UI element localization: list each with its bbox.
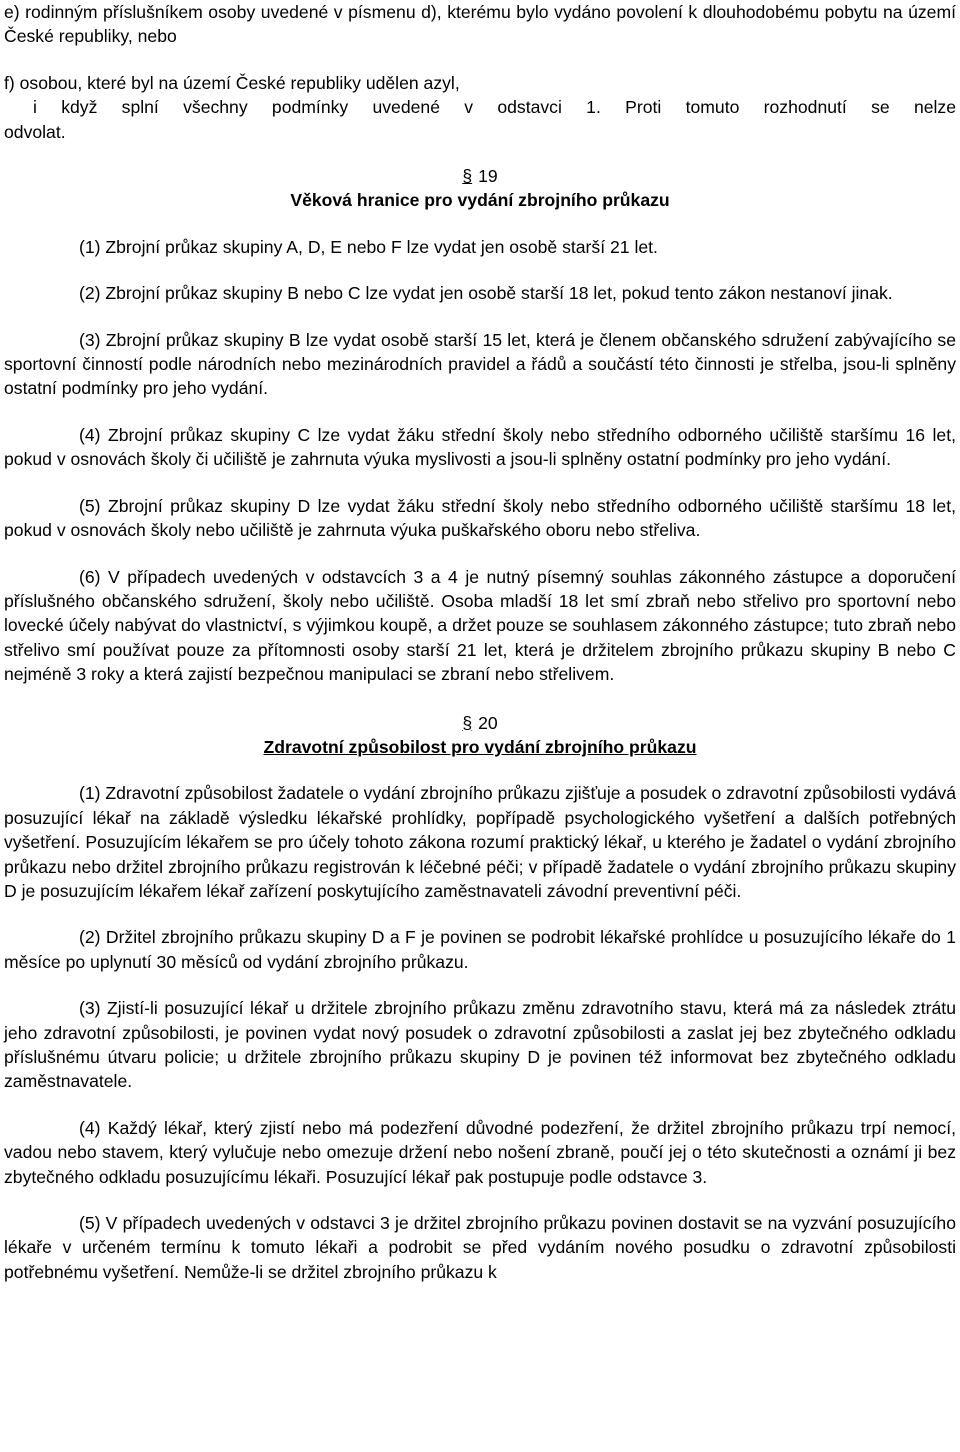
intro-item-f	[4, 71, 956, 144]
section-20	[4, 711, 956, 1285]
section-19-paragraph-1: (1) Zbrojní průkaz skupiny A, D, E nebo F lze vydat jen osobě starší 21 let.	[79, 236, 658, 257]
paragraph-mark: §	[462, 166, 473, 187]
section-title: Věková hranice pro vydání zbrojního průkazu	[290, 190, 670, 211]
section-number-value: 19	[478, 166, 498, 187]
section-20-paragraph-3: (3) Zjistí-li posuzující lékař u držitele zbrojního průkazu změnu zdravotního stavu, která má za následek ztrátu jeho zdravotní způsobilosti, je povinen vydat nový posudek o zdravotní způsobilosti a zaslat jej bez zbytečného odkladu příslušnému útvaru policie; u držitele zbrojního průkazu skupiny D je povinen též informovat bez zbytečného odkladu zaměstnavatele.	[4, 998, 956, 1092]
intro-item-f-line1: f) osobou, které byl na území České republiky udělen azyl,	[4, 72, 460, 93]
section-title: Zdravotní způsobilost pro vydání zbrojního průkazu	[263, 736, 697, 757]
section-19-paragraph-6: (6) V případech uvedených v odstavcích 3 a 4 je nutný písemný souhlas zákonného zástupce a doporučení příslušného občanského sdružení, školy nebo učiliště. Osoba mladší 18 let smí zbraň nebo střelivo pro sportovní nebo lovecké účely nabývat do vlastnictví, s výjimkou koupě, a držet pouze se souhlasem zákonného zástupce; tuto zbraň nebo střelivo smí používat pouze za přítomnosti osoby starší 21 let, která je držitelem zbrojního průkazu skupiny B nebo C nejméně 3 roky a která zajistí bezpečnou manipulaci se zbraní nebo střelivem.	[4, 566, 956, 685]
section-19-paragraph-2: (2) Zbrojní průkaz skupiny B nebo C lze vydat jen osobě starší 18 let, pokud tento zákon nestanoví jinak.	[79, 283, 893, 304]
section-19	[4, 164, 956, 687]
section-19-paragraph-4: (4) Zbrojní průkaz skupiny C lze vydat žáku střední školy nebo středního odborného učiliště staršímu 16 let, pokud v osnovách školy či učiliště je zahrnuta výuka myslivosti a jsou-li splněny ostatní podmínky pro jeho vydání.	[4, 424, 956, 470]
section-20-paragraph-5: (5) V případech uvedených v odstavci 3 je držitel zbrojního průkazu povinen dostavit se na vyzvání posuzujícího lékaře v určeném termínu k tomuto lékaři a podrobit se před vydáním nového posudku o zdravotní způsobilosti potřebnému vyšetření. Nemůže-li se držitel zbrojního průkazu k	[4, 1213, 956, 1282]
paragraph-mark: §	[462, 712, 473, 733]
intro-item-e: e) rodinným příslušníkem osoby uvedené v písmenu d), kterému bylo vydáno povolení k dlouhodobému pobytu na území České republiky, nebo	[4, 2, 956, 47]
section-number-value: 20	[478, 712, 498, 733]
section-20-paragraph-1: (1) Zdravotní způsobilost žadatele o vydání zbrojního průkazu zjišťuje a posudek o zdravotní způsobilosti vydává posuzující lékař na základě výsledku lékařské prohlídky, popřípadě psychologického vyšetření a dalších potřebných vyšetření. Posuzujícím lékařem se pro účely tohoto zákona rozumí praktický lékař, u kterého je žadatel o vydání zbrojního průkazu nebo držitel zbrojního průkazu registrován k léčebné péči; v případě žadatele o vydání zbrojního průkazu skupiny D je posuzujícím lékařem lékař zařízení poskytujícího zaměstnavateli závodní preventivní péči.	[4, 783, 956, 901]
intro-item-f-line3: odvolat.	[4, 121, 66, 142]
section-19-paragraph-3: (3) Zbrojní průkaz skupiny B lze vydat osobě starší 15 let, která je členem občanského sdružení zabývajícího se sportovní činností podle národních nebo mezinárodních pravidel a řádů a součástí této činnosti je střelba, jsou-li splněny ostatní podmínky pro jeho vydání.	[4, 329, 956, 399]
section-number	[4, 711, 956, 735]
section-number	[4, 164, 956, 188]
intro-item-f-line2: i když splní všechny podmínky uvedené v odstavci 1. Proti tomuto rozhodnutí se nelze	[33, 97, 956, 118]
section-20-paragraph-2: (2) Držitel zbrojního průkazu skupiny D a F je povinen se podrobit lékařské prohlídce u posuzujícího lékaře do 1 měsíce po uplynutí 30 měsíců od vydání zbrojního průkazu.	[4, 927, 956, 972]
section-19-paragraph-5: (5) Zbrojní průkaz skupiny D lze vydat žáku střední školy nebo středního odborného učiliště staršímu 18 let, pokud v osnovách školy nebo učiliště je zahrnuta výuka puškařského oboru nebo střeliva.	[4, 495, 956, 541]
section-20-paragraph-4: (4) Každý lékař, který zjistí nebo má podezření důvodné podezření, že držitel zbrojního průkazu trpí nemocí, vadou nebo stavem, který vylučuje nebo omezuje držení nebo nošení zbraně, poučí jej o této skutečnosti a oznámí ji bez zbytečného odkladu posuzujícímu lékaři. Posuzující lékař pak postupuje podle odstavce 3.	[4, 1117, 956, 1187]
